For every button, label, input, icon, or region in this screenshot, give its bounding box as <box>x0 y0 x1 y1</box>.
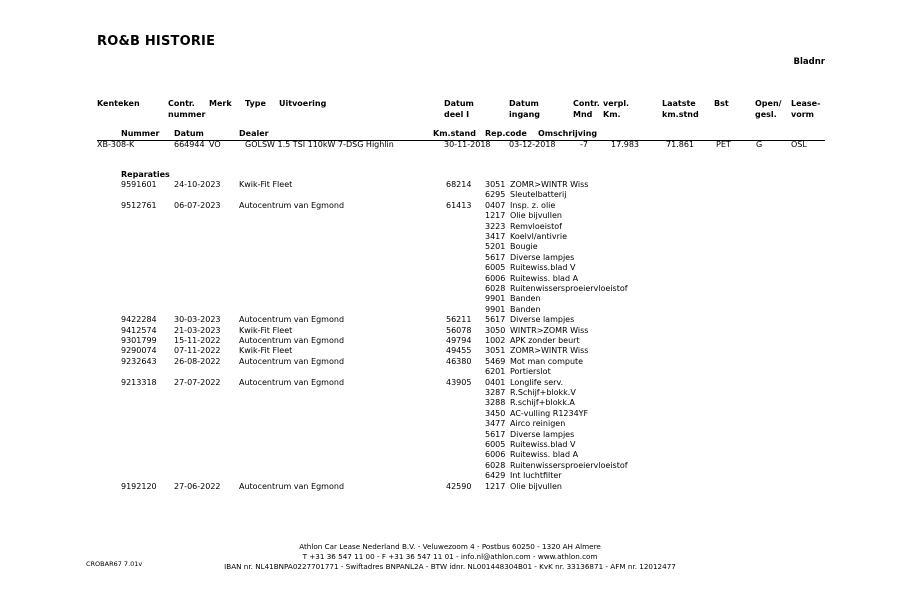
repair-code: 0407 <box>485 200 506 210</box>
subheader-dealer: Dealer <box>239 129 269 138</box>
vehicle-merk: VO <box>209 140 221 149</box>
repair-description: Sleutelbatterij <box>510 190 567 200</box>
header-datum-deel1: Datum deel I <box>444 99 474 119</box>
repair-code: 3450 <box>485 408 506 418</box>
vehicle-type-uitvoering: GOLSW 1.5 TSI 110kW 7-DSG Highlin <box>245 140 394 149</box>
reparaties-heading: Reparaties <box>121 170 170 179</box>
header-type: Type <box>245 99 266 108</box>
repair-nummer: 9512761 <box>121 200 157 210</box>
repair-kmstand: 42590 <box>446 481 472 491</box>
repair-dealer: Autocentrum van Egmond <box>239 377 345 387</box>
repair-description: R.Schijf+blokk.V <box>510 388 576 397</box>
repair-code: 6005 <box>485 440 506 449</box>
repair-description: Banden <box>510 304 541 314</box>
repair-datum: 26-08-2022 <box>174 356 221 366</box>
form-code: CROBAR67 7.01v <box>86 560 143 568</box>
subheader-nummer: Nummer <box>121 129 160 138</box>
repair-dealer: Kwik-Fit Fleet <box>239 325 293 335</box>
repair-description: APK zonder beurt <box>510 336 580 345</box>
header-lease-vorm: Lease- vorm <box>791 99 821 119</box>
header-merk: Merk <box>209 99 232 108</box>
repair-code: 6295 <box>485 190 506 200</box>
repair-description: R.schijf+blokk.A <box>510 398 575 408</box>
repair-description: Bougie <box>510 242 538 252</box>
repair-code: 3051 <box>485 180 506 189</box>
repair-nummer: 9213318 <box>121 377 157 387</box>
repair-description: Olie bijvullen <box>510 211 562 221</box>
repair-description: Portierslot <box>510 367 551 377</box>
repair-code: 3477 <box>485 419 506 429</box>
repair-code: 9901 <box>485 304 506 314</box>
repair-code: 3288 <box>485 398 506 408</box>
vehicle-contr-nummer: 664944 <box>174 140 205 149</box>
vehicle-open-gesl: G <box>756 140 763 149</box>
repair-description: AC-vulling R1234YF <box>510 408 589 418</box>
repair-kmstand: 61413 <box>446 200 472 210</box>
repair-dealer: Autocentrum van Egmond <box>239 315 345 325</box>
subheader-datum: Datum <box>174 129 204 138</box>
repair-description: Remvloeistof <box>510 221 562 231</box>
repair-code: 6006 <box>485 273 506 283</box>
repair-dealer: Kwik-Fit Fleet <box>239 180 293 189</box>
repair-datum: 07-11-2022 <box>174 346 221 356</box>
repair-datum: 06-07-2023 <box>174 200 221 210</box>
subheader-repcode: Rep.code <box>485 129 527 138</box>
repair-datum: 27-06-2022 <box>174 481 221 491</box>
repair-nummer: 9591601 <box>121 180 157 189</box>
repair-description: Longlife serv. <box>510 377 564 387</box>
repair-nummer: 9232643 <box>121 356 157 366</box>
repair-description: Ruitewiss. blad A <box>510 450 579 460</box>
repair-nummer: 9412574 <box>121 325 157 335</box>
repair-code: 3287 <box>485 388 506 397</box>
header-verpl-km: verpl. Km. <box>603 99 630 119</box>
subheader-kmstand: Km.stand <box>433 129 476 138</box>
repair-code: 6028 <box>485 460 506 470</box>
repair-description: Ruitewiss. blad A <box>510 273 579 283</box>
repair-kmstand: 56078 <box>446 325 472 335</box>
repair-description: Banden <box>510 294 541 304</box>
repair-dealer: Autocentrum van Egmond <box>239 200 345 210</box>
repair-code: 3223 <box>485 221 506 231</box>
repair-code: 5617 <box>485 429 506 439</box>
repair-description: Ruitenwissersproeiervloeistof <box>510 460 628 470</box>
repair-kmstand: 56211 <box>446 315 472 325</box>
vehicle-bst: PET <box>716 140 731 149</box>
header-contr-mnd: Contr. Mnd <box>573 99 600 119</box>
repair-description: ZOMR>WINTR Wiss <box>510 180 589 189</box>
vehicle-laatste-kmstnd: 71.861 <box>666 140 694 149</box>
header-uitvoering: Uitvoering <box>279 99 327 108</box>
repair-description: Int luchtfilter <box>510 471 562 481</box>
repair-nummer: 9301799 <box>121 336 157 345</box>
vehicle-kenteken: XB-308-K <box>97 140 135 149</box>
repair-kmstand: 49794 <box>446 336 472 345</box>
repair-code: 6028 <box>485 284 506 293</box>
repair-code: 6006 <box>485 450 506 460</box>
page-title: RO&B HISTORIE <box>97 34 216 49</box>
header-kenteken: Kenteken <box>97 99 140 108</box>
repair-description: Diverse lampjes <box>510 315 575 325</box>
repair-datum: 24-10-2023 <box>174 180 221 189</box>
repair-dealer: Autocentrum van Egmond <box>239 481 345 491</box>
repair-description: ZOMR>WINTR Wiss <box>510 346 589 356</box>
vehicle-contr-mnd: -7 <box>580 140 588 149</box>
vehicle-lease-vorm: OSL <box>791 140 807 149</box>
repair-description: Mot man compute <box>510 356 584 366</box>
header-datum-ingang: Datum ingang <box>509 99 540 119</box>
repair-code: 5469 <box>485 356 506 366</box>
header-contr-nummer: Contr. nummer <box>168 99 206 119</box>
repair-kmstand: 49455 <box>446 346 472 356</box>
repair-code: 1002 <box>485 336 506 345</box>
header-open-gesl: Open/ gesl. <box>755 99 782 119</box>
repair-code: 3417 <box>485 232 506 241</box>
repair-code: 6005 <box>485 263 506 273</box>
vehicle-verpl-km: 17.983 <box>611 140 639 149</box>
repair-code: 0401 <box>485 377 506 387</box>
repair-description: Airco reinigen <box>510 419 566 429</box>
repair-description: Diverse lampjes <box>510 429 575 439</box>
repair-code: 5617 <box>485 252 506 262</box>
header-bst: Bst <box>714 99 729 108</box>
repair-nummer: 9192120 <box>121 481 157 491</box>
footer-contact: T +31 36 547 11 00 - F +31 36 547 11 01 - info.nl@athlon.com - www.athlon.com <box>302 552 598 561</box>
repair-nummer: 9290074 <box>121 346 157 356</box>
repair-code: 3050 <box>485 325 506 335</box>
repair-description: Ruitewiss.blad V <box>510 440 576 449</box>
repair-description: WINTR>ZOMR Wiss <box>510 325 589 335</box>
repair-description: Diverse lampjes <box>510 252 575 262</box>
repair-code: 5617 <box>485 315 506 325</box>
repair-dealer: Kwik-Fit Fleet <box>239 346 293 356</box>
footer-address: Athlon Car Lease Nederland B.V. - Veluwezoom 4 - Postbus 60250 - 1320 AH Almere <box>299 542 601 551</box>
repair-description: Ruitenwissersproeiervloeistof <box>510 284 628 293</box>
header-laatste-kmstnd: Laatste km.stnd <box>662 99 699 119</box>
subheader-omschrijving: Omschrijving <box>538 129 598 138</box>
repair-dealer: Autocentrum van Egmond <box>239 356 345 366</box>
repair-description: Koelvl/antivrie <box>510 232 568 241</box>
repair-code: 1217 <box>485 211 506 221</box>
repair-datum: 15-11-2022 <box>174 336 221 345</box>
repair-kmstand: 43905 <box>446 377 472 387</box>
repair-kmstand: 68214 <box>446 180 472 189</box>
vehicle-datum-deel1: 30-11-2018 <box>444 140 491 149</box>
repair-description: Olie bijvullen <box>510 481 562 491</box>
repair-description: Insp. z. olie <box>510 200 556 210</box>
repair-code: 6201 <box>485 367 506 377</box>
vehicle-datum-ingang: 03-12-2018 <box>509 140 556 149</box>
repair-code: 3051 <box>485 346 506 356</box>
repair-dealer: Autocentrum van Egmond <box>239 336 345 345</box>
repair-code: 9901 <box>485 294 506 304</box>
footer-registration: IBAN nr. NL41BNPA0227701771 - Swiftadres BNPANL2A - BTW idnr. NL001448304B01 - KvK nr. 33136871 - AFM nr. 12012477 <box>224 562 676 571</box>
repair-nummer: 9422284 <box>121 315 157 325</box>
repair-description: Ruitewiss.blad V <box>510 263 576 273</box>
repair-datum: 30-03-2023 <box>174 315 221 325</box>
repair-code: 6429 <box>485 471 506 481</box>
repair-kmstand: 46380 <box>446 356 472 366</box>
repair-code: 1217 <box>485 481 506 491</box>
repair-datum: 27-07-2022 <box>174 377 221 387</box>
repair-datum: 21-03-2023 <box>174 325 221 335</box>
page-number-label: Bladnr <box>793 57 825 67</box>
repair-code: 5201 <box>485 242 506 252</box>
